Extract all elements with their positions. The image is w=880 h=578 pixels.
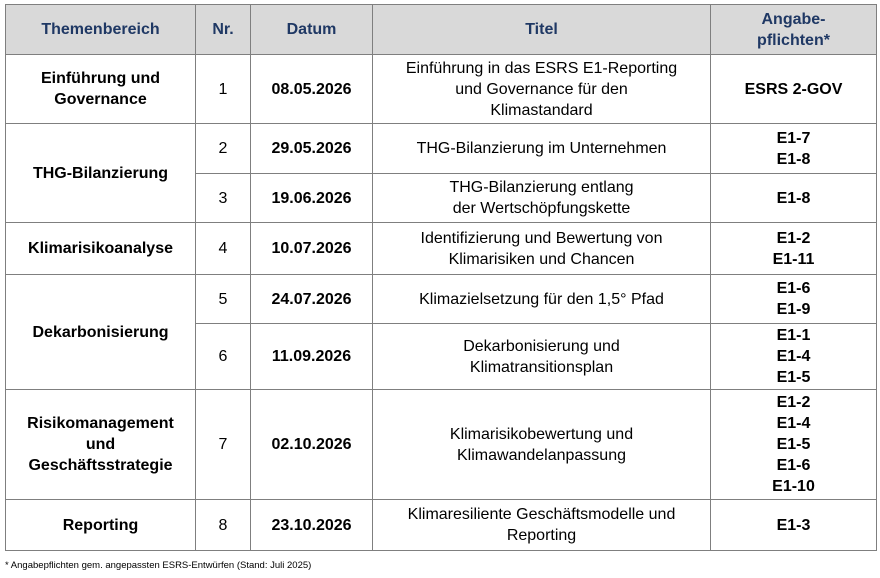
title-line: Klimawandelanpassung <box>457 446 626 464</box>
topic-line: Reporting <box>62 516 139 534</box>
obligations-cell <box>711 124 877 174</box>
title-line: Reporting <box>506 527 577 544</box>
date-cell: 24.07.2026 <box>251 275 373 324</box>
header-nr: Nr. <box>196 5 251 55</box>
obligations-cell <box>711 223 877 275</box>
header-obligations <box>711 5 877 55</box>
header-obligations-line2: pflichten* <box>757 31 830 49</box>
table-row <box>6 223 877 275</box>
nr-cell: 2 <box>196 124 251 174</box>
schedule-table <box>5 4 877 551</box>
title-cell <box>373 390 711 500</box>
topic-cell <box>6 390 196 500</box>
nr-cell: 3 <box>196 174 251 223</box>
obligations-cell <box>711 55 877 124</box>
table-row <box>6 500 877 551</box>
obligation-item: ESRS 2-GOV <box>744 80 843 98</box>
nr-cell: 1 <box>196 55 251 124</box>
obligation-item: E1-8 <box>776 189 811 207</box>
title-cell <box>373 124 711 174</box>
nr-cell: 7 <box>196 390 251 500</box>
title-cell <box>373 500 711 551</box>
obligations-cell <box>711 174 877 223</box>
topic-line: Klimarisikoanalyse <box>28 240 173 257</box>
date-cell: 10.07.2026 <box>251 223 373 275</box>
title-line: Klimastandard <box>490 101 593 119</box>
obligation-item: E1-1 <box>776 327 811 344</box>
title-line: und Governance für den <box>455 80 628 98</box>
topic-line: und <box>85 436 116 453</box>
obligation-item: E1-6 <box>776 457 811 474</box>
obligation-item: E1-8 <box>776 150 811 168</box>
title-line: THG-Bilanzierung im Unternehmen <box>416 140 667 157</box>
footnote: * Angabepflichten gem. angepassten ESRS-Entwürfen (Stand: Juli 2025) <box>5 560 312 571</box>
topic-cell <box>6 124 196 223</box>
title-cell <box>373 174 711 223</box>
obligations-cell <box>711 275 877 324</box>
obligation-item: E1-7 <box>776 129 811 147</box>
date-cell: 08.05.2026 <box>251 55 373 124</box>
topic-cell <box>6 55 196 124</box>
date-cell: 19.06.2026 <box>251 174 373 223</box>
topic-cell <box>6 223 196 275</box>
title-line: Einführung in das ESRS E1-Reporting <box>405 59 678 77</box>
title-line: Dekarbonisierung und <box>463 337 620 355</box>
date-cell: 29.05.2026 <box>251 124 373 174</box>
title-line: Klimarisikobewertung und <box>449 425 634 443</box>
title-line: THG-Bilanzierung entlang <box>449 179 634 196</box>
nr-cell: 5 <box>196 275 251 324</box>
obligation-item: E1-2 <box>776 394 811 411</box>
obligations-cell <box>711 324 877 390</box>
header-date: Datum <box>251 5 373 55</box>
topic-cell <box>6 275 196 390</box>
topic-cell <box>6 500 196 551</box>
title-line: Klimaresiliente Geschäftsmodelle und <box>407 506 676 523</box>
date-cell: 11.09.2026 <box>251 324 373 390</box>
header-topic: Themenbereich <box>6 5 196 55</box>
header-title: Titel <box>373 5 711 55</box>
obligation-item: E1-4 <box>776 348 811 365</box>
title-cell <box>373 55 711 124</box>
topic-line: Governance <box>54 91 147 108</box>
topic-line: Risikomanagement <box>27 415 174 432</box>
obligation-item: E1-5 <box>776 436 811 453</box>
title-line: Klimazielsetzung für den 1,5° Pfad <box>419 290 664 308</box>
obligation-item: E1-9 <box>776 301 811 318</box>
title-line: Klimarisiken und Chancen <box>448 250 635 268</box>
nr-cell: 8 <box>196 500 251 551</box>
title-line: der Wertschöpfungskette <box>452 200 631 217</box>
table-row <box>6 55 877 124</box>
nr-cell: 4 <box>196 223 251 275</box>
title-cell <box>373 275 711 324</box>
topic-line: Einführung und <box>40 70 161 87</box>
table-body <box>6 55 877 551</box>
topic-line: THG-Bilanzierung <box>32 164 169 182</box>
title-line: Klimatransitionsplan <box>469 358 614 376</box>
date-cell: 23.10.2026 <box>251 500 373 551</box>
header-obligations-line1: Angabe- <box>761 10 826 28</box>
obligation-item: E1-6 <box>776 280 811 297</box>
obligation-item: E1-4 <box>776 415 811 432</box>
date-cell: 02.10.2026 <box>251 390 373 500</box>
obligations-cell <box>711 390 877 500</box>
topic-line: Dekarbonisierung <box>32 323 169 341</box>
obligations-cell <box>711 500 877 551</box>
obligation-item: E1-3 <box>776 516 811 534</box>
title-line: Identifizierung und Bewertung von <box>420 229 663 247</box>
header-row <box>6 5 877 55</box>
obligation-item: E1-11 <box>772 250 815 268</box>
title-cell <box>373 324 711 390</box>
nr-cell: 6 <box>196 324 251 390</box>
topic-line: Geschäftsstrategie <box>28 457 173 474</box>
title-cell <box>373 223 711 275</box>
obligation-item: E1-5 <box>776 369 811 386</box>
obligation-item: E1-10 <box>772 478 815 495</box>
obligation-item: E1-2 <box>776 229 811 247</box>
table-row <box>6 275 877 324</box>
table-row <box>6 390 877 500</box>
table-row <box>6 124 877 174</box>
